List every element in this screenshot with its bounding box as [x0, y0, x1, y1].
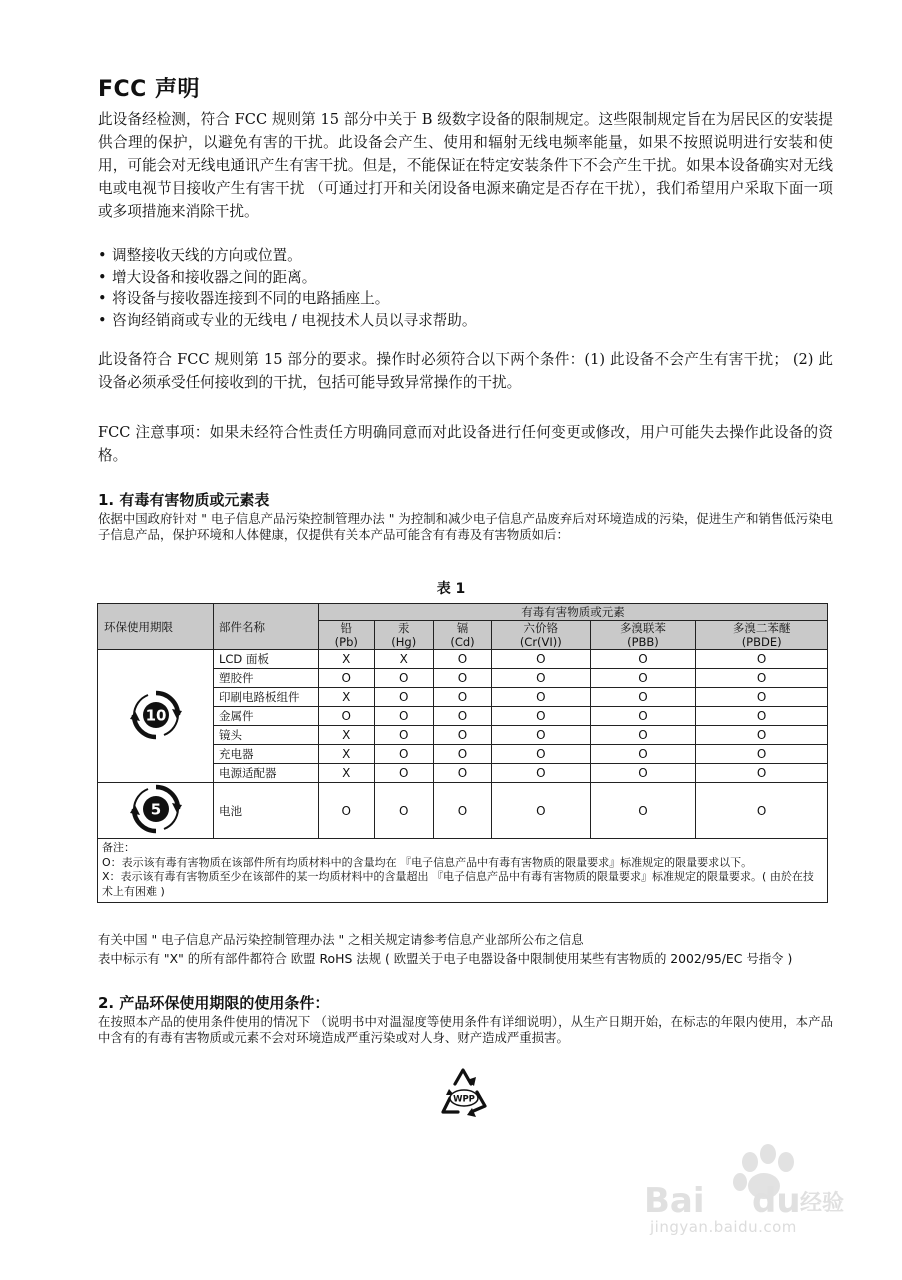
substance-value-cell: O: [433, 707, 491, 726]
substance-value-cell: O: [433, 745, 491, 764]
notes-x-definition: X：表示该有毒有害物质至少在该部件的某一均质材料中的含量超出 『电子信息产品中有毒有害物质的限量要求』标准规定的限量要求。( 由於在技术上有困难 ): [102, 870, 814, 898]
recycle-label: WPP: [453, 1094, 475, 1105]
watermark-url: jingyan.baidu.com: [650, 1218, 797, 1236]
notes-label: 备注：: [102, 841, 135, 854]
substance-value-cell: O: [319, 707, 375, 726]
substance-value-cell: O: [374, 745, 433, 764]
substance-value-cell: X: [374, 650, 433, 669]
part-name-cell: 印刷电路板组件: [214, 688, 319, 707]
substance-value-cell: O: [433, 650, 491, 669]
list-item: • 增大设备和接收器之间的距离。: [98, 267, 833, 289]
substance-header: [319, 621, 375, 650]
substance-symbol: (Hg): [391, 635, 417, 649]
substance-value-cell: O: [696, 745, 828, 764]
substance-symbol: (PBB): [627, 635, 659, 649]
substance-value-cell: O: [319, 783, 375, 839]
table-row: [98, 650, 828, 669]
notes-o-definition: O：表示该有毒有害物质在该部件所有均质材料中的含量均在 『电子信息产品中有毒有害物质的限量要求』标准规定的限量要求以下。: [102, 855, 753, 869]
substance-value-cell: O: [590, 764, 696, 783]
watermark-brand: Bai: [644, 1181, 705, 1221]
substance-value-cell: O: [492, 745, 591, 764]
substance-value-cell: O: [374, 688, 433, 707]
substance-value-cell: O: [696, 764, 828, 783]
substance-symbol: (Cr(VI)): [519, 635, 562, 649]
substance-value-cell: O: [433, 726, 491, 745]
substance-symbol: (Cd): [450, 635, 475, 649]
fcc-paragraph-1: 此设备经检测，符合 FCC 规则第 15 部分中关于 B 级数字设备的限制规定。这些限制规定旨在为居民区的安装提供合理的保护，以避免有害的干扰。此设备会产生、使用和辐射无线电频率能量，如果不按照说明进行安装和使用，可能会对无线电通讯产生有害干扰。但是，不能保证在特定安装条件下不会产生干扰。如果本设备确实对无线电或电视节目接收产生有害干扰 （可通过打开和关闭设备电源来确定是否存在干扰），我们希望用户采取下面一项或多项措施来消除干扰。: [98, 111, 833, 220]
substance-value-cell: X: [319, 650, 375, 669]
substance-value-cell: X: [319, 726, 375, 745]
substance-value-cell: O: [492, 650, 591, 669]
part-name-cell: 金属件: [214, 707, 319, 726]
table-notes: [98, 839, 828, 903]
substance-value-cell: O: [374, 726, 433, 745]
substance-name: 六价铬: [523, 621, 559, 635]
watermark-brand-suffix: du: [752, 1181, 801, 1221]
list-item: • 调整接收天线的方向或位置。: [98, 245, 833, 267]
header-life-period: 环保使用期限: [98, 604, 214, 650]
part-name-cell: LCD 面板: [214, 650, 319, 669]
substance-name: 铅: [340, 621, 353, 635]
life-period-years: 10: [145, 706, 166, 724]
list-item: • 将设备与接收器连接到不同的电路插座上。: [98, 288, 833, 310]
substance-value-cell: O: [433, 783, 491, 839]
substance-value-cell: X: [319, 688, 375, 707]
part-name-cell: 镜头: [214, 726, 319, 745]
substance-value-cell: O: [696, 707, 828, 726]
substance-name: 汞: [398, 621, 410, 635]
fcc-measures-list: [98, 245, 833, 331]
substance-value-cell: O: [319, 669, 375, 688]
rohs-compliance: 表中标示有 "X" 的所有部件都符合 欧盟 RoHS 法规 ( 欧盟关于电子电器设备中限制使用某些有害物质的 2002/95/EC 号指令 ): [98, 951, 793, 966]
watermark-product: 经验: [800, 1191, 845, 1216]
fcc-title: FCC 声明: [98, 77, 200, 102]
substance-value-cell: O: [696, 650, 828, 669]
epup-10-year-icon: [130, 689, 182, 741]
part-name-cell: 电池: [214, 783, 319, 839]
substance-value-cell: O: [374, 669, 433, 688]
part-name-cell: 塑胶件: [214, 669, 319, 688]
table-caption: 表 1: [436, 581, 466, 597]
fcc-paragraph-2: 此设备符合 FCC 规则第 15 部分的要求。操作时必须符合以下两个条件：(1) 此设备不会产生有害干扰； (2) 此设备必须承受任何接收到的干扰，包括可能导致异常操作的干扰。: [98, 351, 833, 391]
recycle-wpp-icon: [436, 1062, 492, 1120]
substance-value-cell: O: [492, 726, 591, 745]
substance-value-cell: X: [319, 745, 375, 764]
substance-header: [590, 621, 696, 650]
hazardous-substances-table: [97, 603, 828, 903]
section1-intro: 依据中国政府针对 " 电子信息产品污染控制管理办法 " 为控制和减少电子信息产品废弃后对环境造成的污染，促进生产和销售低污染电子信息产品，保护环境和人体健康，仅提供有关本产品可能含有有毒及有害物质如后：: [98, 511, 833, 542]
part-name-cell: 充电器: [214, 745, 319, 764]
table-row: [98, 783, 828, 839]
substance-header: [492, 621, 591, 650]
substance-header: [374, 621, 433, 650]
substance-value-cell: O: [590, 726, 696, 745]
substance-value-cell: O: [374, 783, 433, 839]
section2-heading: 2. 产品环保使用期限的使用条件：: [98, 994, 330, 1012]
substance-value-cell: O: [590, 669, 696, 688]
substance-header: [696, 621, 828, 650]
substance-value-cell: O: [590, 745, 696, 764]
part-name-cell: 电源适配器: [214, 764, 319, 783]
substance-value-cell: O: [590, 688, 696, 707]
fcc-paragraph-3: FCC 注意事项：如果未经符合性责任方明确同意而对此设备进行任何变更或修改，用户可能失去操作此设备的资格。: [98, 424, 833, 464]
epup-5-year-icon: [130, 783, 182, 835]
regulation-reference: 有关中国 " 电子信息产品污染控制管理办法 " 之相关规定请参考信息产业部所公布之信息: [98, 932, 584, 947]
substance-value-cell: O: [492, 669, 591, 688]
life-period-cell: [98, 650, 214, 783]
substance-value-cell: O: [492, 707, 591, 726]
section2-text: 在按照本产品的使用条件使用的情况下 （说明书中对温湿度等使用条件有详细说明），从生产日期开始，在标志的年限内使用，本产品中含有的有毒有害物质或元素不会对环境造成严重污染或对人身、财产造成严重损害。: [98, 1014, 833, 1045]
substance-value-cell: O: [590, 783, 696, 839]
substance-value-cell: O: [433, 688, 491, 707]
substance-value-cell: O: [696, 669, 828, 688]
substance-value-cell: O: [696, 726, 828, 745]
substance-value-cell: O: [696, 783, 828, 839]
life-period-years: 5: [150, 800, 161, 819]
substance-value-cell: X: [319, 764, 375, 783]
substance-value-cell: O: [492, 764, 591, 783]
life-period-cell: [98, 783, 214, 839]
section1-heading: 1. 有毒有害物质或元素表: [98, 491, 270, 509]
header-substance-group: 有毒有害物质或元素: [319, 604, 828, 621]
substance-value-cell: O: [696, 688, 828, 707]
substance-name: 多溴二苯醚: [732, 621, 791, 635]
substance-value-cell: O: [590, 650, 696, 669]
substance-symbol: (Pb): [334, 635, 358, 649]
substance-value-cell: O: [492, 783, 591, 839]
list-item: • 咨询经销商或专业的无线电 / 电视技术人员以寻求帮助。: [98, 310, 833, 332]
substance-value-cell: O: [590, 707, 696, 726]
substance-value-cell: O: [433, 764, 491, 783]
substance-name: 多溴联苯: [619, 621, 666, 635]
substance-symbol: (PBDE): [741, 635, 782, 649]
header-part-name: 部件名称: [214, 604, 319, 650]
substance-value-cell: O: [374, 764, 433, 783]
substance-value-cell: O: [433, 669, 491, 688]
substance-value-cell: O: [374, 707, 433, 726]
substance-header: [433, 621, 491, 650]
substance-name: 镉: [456, 621, 469, 635]
substance-value-cell: O: [492, 688, 591, 707]
